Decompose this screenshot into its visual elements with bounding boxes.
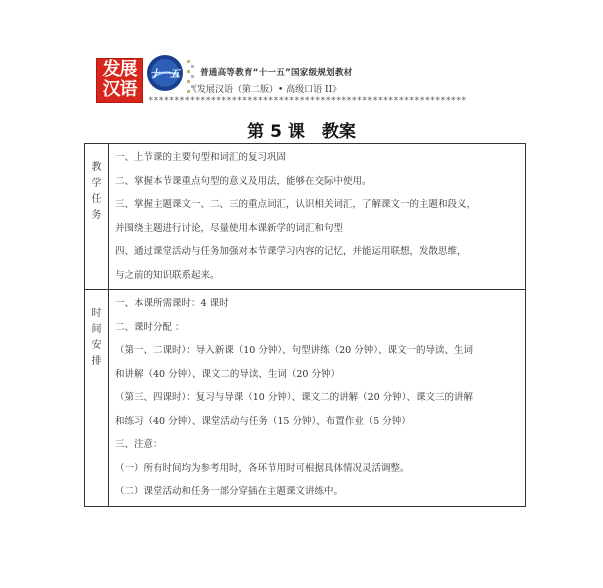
lesson-plan-table <box>84 143 526 507</box>
logo-line1: 发展 <box>102 59 137 80</box>
time-schedule-row <box>85 290 526 507</box>
page-title: 第 5 课 教案 <box>247 122 356 142</box>
label-char: 间 <box>91 324 102 335</box>
time-schedule-label <box>85 290 109 507</box>
content-line: 并围绕主题进行讨论，尽量使用本课新学的词汇和句型 <box>115 222 344 234</box>
label-char: 排 <box>91 356 102 367</box>
content-line: 和讲解（40 分钟）、课文二的导读、生词（20 分钟） <box>115 368 340 380</box>
content-line: 三、注意： <box>115 439 163 450</box>
star-divider: ************************************************************* <box>148 96 467 106</box>
content-line: 和练习（40 分钟）、课堂活动与任务（15 分钟）、布置作业（5 分钟） <box>115 415 411 427</box>
content-line: 一、上节课的主要句型和词汇的复习巩固 <box>115 152 287 163</box>
publisher-logo <box>96 58 143 103</box>
label-char: 任 <box>91 194 102 205</box>
content-line: 一、本课所需课时：4 课时 <box>115 298 229 309</box>
label-char: 学 <box>91 178 102 189</box>
logo-line2: 汉语 <box>102 79 137 100</box>
content-line: 二、掌握本节课重点句型的意义及用法，能够在交际中使用。 <box>115 175 372 187</box>
label-char: 安 <box>91 340 102 351</box>
teaching-tasks-content <box>109 144 526 290</box>
time-schedule-content <box>109 290 526 507</box>
teaching-tasks-label <box>85 144 109 290</box>
label-char: 时 <box>91 308 102 319</box>
content-line: 与之前的知识联系起来。 <box>115 269 220 281</box>
content-line: （一）所有时间均为参考用时，各环节用时可根据具体情况灵活调整。 <box>115 462 410 474</box>
book-title: 《发展汉语（第二版）• 高级口语 II》 <box>188 85 342 95</box>
eleventh-five-year-emblem-icon <box>146 54 184 92</box>
content-line: （二）课堂活动和任务一部分穿插在主题课文讲练中。 <box>115 486 344 497</box>
emblem-text: 十一五 <box>150 69 180 80</box>
content-line: （第三、四课时）：复习与导课（10 分钟）、课文二的讲解（20 分钟）、课文三的讲解 <box>115 392 473 403</box>
label-char: 务 <box>91 210 102 221</box>
series-label: 普通高等教育“十一五”国家级规划教材 <box>200 68 353 78</box>
teaching-tasks-row <box>85 144 526 290</box>
content-line: 二、课时分配 ： <box>115 321 185 333</box>
content-line: 三、掌握主题课文一、二、三的重点词汇，认识相关词汇，了解课文一的主题和段义， <box>115 199 477 210</box>
content-line: （第一、二课时）：导入新课（10 分钟）、句型讲练（20 分钟）、课文一的导读、生词 <box>115 345 473 356</box>
content-line: 四、通过课堂活动与任务加强对本节课学习内容的记忆，并能运用联想，发散思维， <box>115 246 467 257</box>
label-char: 教 <box>91 162 102 173</box>
